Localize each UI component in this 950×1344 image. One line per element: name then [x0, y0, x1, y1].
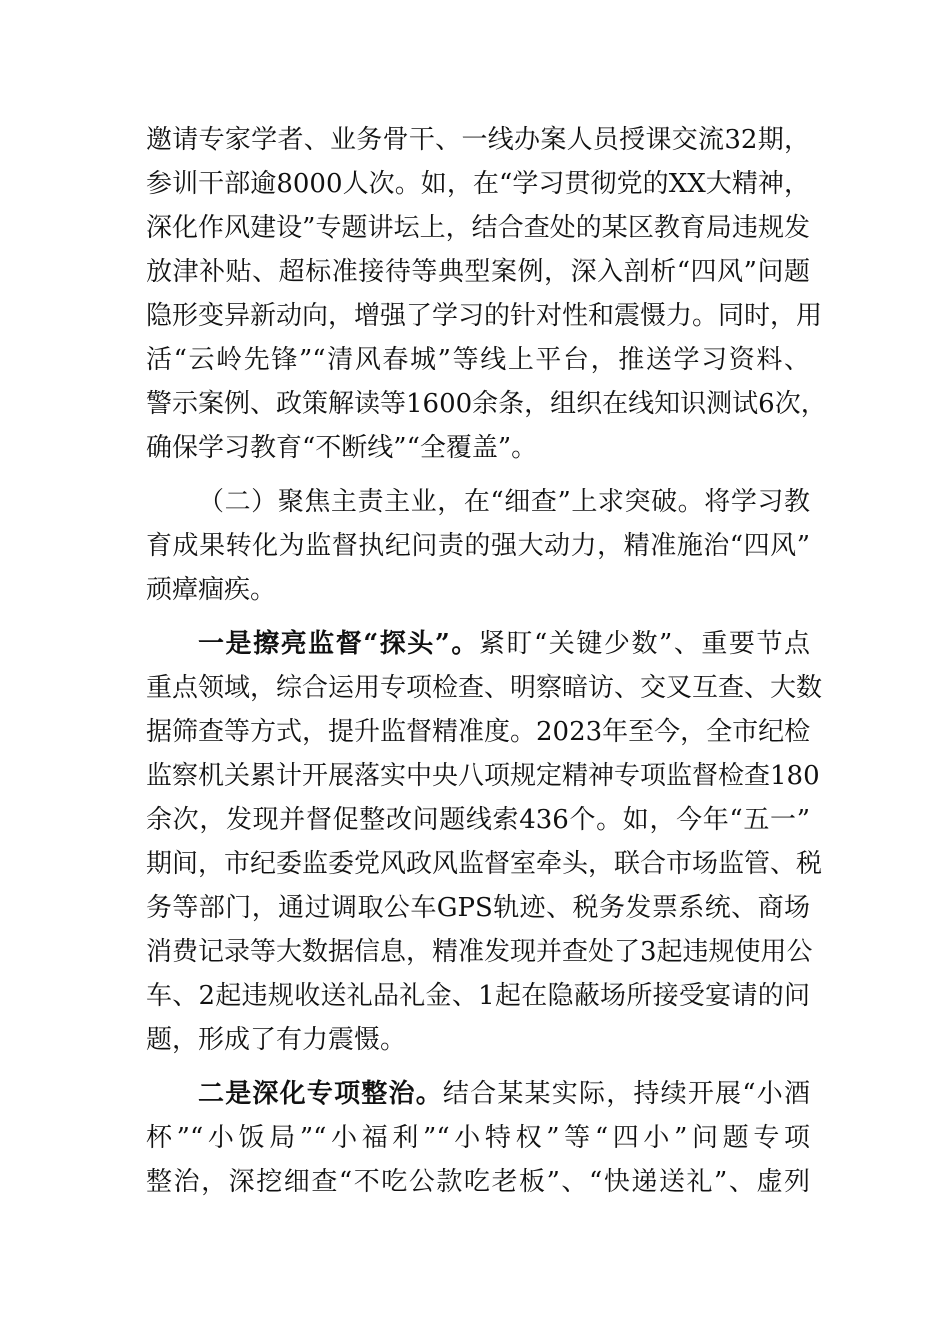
text-line: 深化作风建设”专题讲坛上，结合查处的某区教育局违规发: [146, 213, 810, 243]
paragraph-gap: [146, 1062, 810, 1072]
paragraph-study-education: [146, 118, 827, 470]
text-line: 警示案例、政策解读等1600余条，组织在线知识测试6次，: [146, 389, 827, 419]
text-line: 务等部门，通过调取公车GPS轨迹、税务发票系统、商场: [146, 893, 810, 923]
text-line: 余次，发现并督促整改问题线索436个。如，今年“五一”: [146, 805, 810, 835]
text-line: 监察机关累计开展落实中央八项规定精神专项监督检查180: [146, 761, 820, 791]
text-line: 育成果转化为监督执纪问责的强大动力，精准施治“四风”: [146, 531, 810, 561]
text-line: 重点领域，综合运用专项检查、明察暗访、交叉互查、大数: [146, 673, 823, 703]
text-line: [146, 622, 810, 666]
text-line: 车、2起违规收送礼品礼金、1起在隐蔽场所接受宴请的问: [146, 981, 810, 1011]
text-line: 参训干部逾8000人次。如，在“学习贯彻党的XX大精神，: [146, 169, 810, 199]
text-line: [146, 1072, 810, 1116]
text-line: 确保学习教育“不断线”“全覆盖”。: [146, 433, 538, 463]
text-line: 据筛查等方式，提升监督精准度。2023年至今，全市纪检: [146, 717, 811, 747]
paragraph-first-line-rest: 结合某某实际，持续开展“小酒: [442, 1079, 810, 1109]
text-line: 消费记录等大数据信息，精准发现并查处了3起违规使用公: [146, 937, 813, 967]
paragraph-first-line-rest: 紧盯“关键少数”、重要节点: [478, 629, 810, 659]
text-line: 期间，市纪委监委党风政风监督室牵头，联合市场监管、税: [146, 849, 823, 879]
paragraph-supervision: [146, 622, 823, 1062]
paragraph-gap: [146, 612, 810, 622]
text-line: 杯”“小饭局”“小福利”“小特权”等“四小”问题专项: [146, 1123, 810, 1153]
paragraph-special-rectification: [146, 1072, 810, 1204]
text-line: 放津补贴、超标准接待等典型案例，深入剖析“四风”问题: [146, 257, 810, 287]
text-line: 题，形成了有力震慑。: [146, 1025, 407, 1055]
paragraph-lead: 二是深化专项整治。: [198, 1079, 443, 1109]
text-line: 整治，深挖细查“不吃公款吃老板”、“快递送礼”、虚列: [146, 1167, 810, 1197]
section-heading-line: （二）聚焦主责主业，在“细查”上求突破。将学习教: [198, 487, 810, 517]
text-line: 活“云岭先锋”“清风春城”等线上平台，推送学习资料、: [146, 345, 810, 375]
paragraph-gap: [146, 470, 810, 480]
document-body: [146, 118, 827, 1204]
paragraph-lead: 一是擦亮监督“探头”。: [198, 629, 479, 659]
paragraph-section-two: [146, 480, 810, 612]
text-line: 顽瘴痼疾。: [146, 575, 277, 605]
text-line: 邀请专家学者、业务骨干、一线办案人员授课交流32期，: [146, 125, 810, 155]
text-line: 隐形变异新动向，增强了学习的针对性和震慑力。同时，用: [146, 301, 823, 331]
